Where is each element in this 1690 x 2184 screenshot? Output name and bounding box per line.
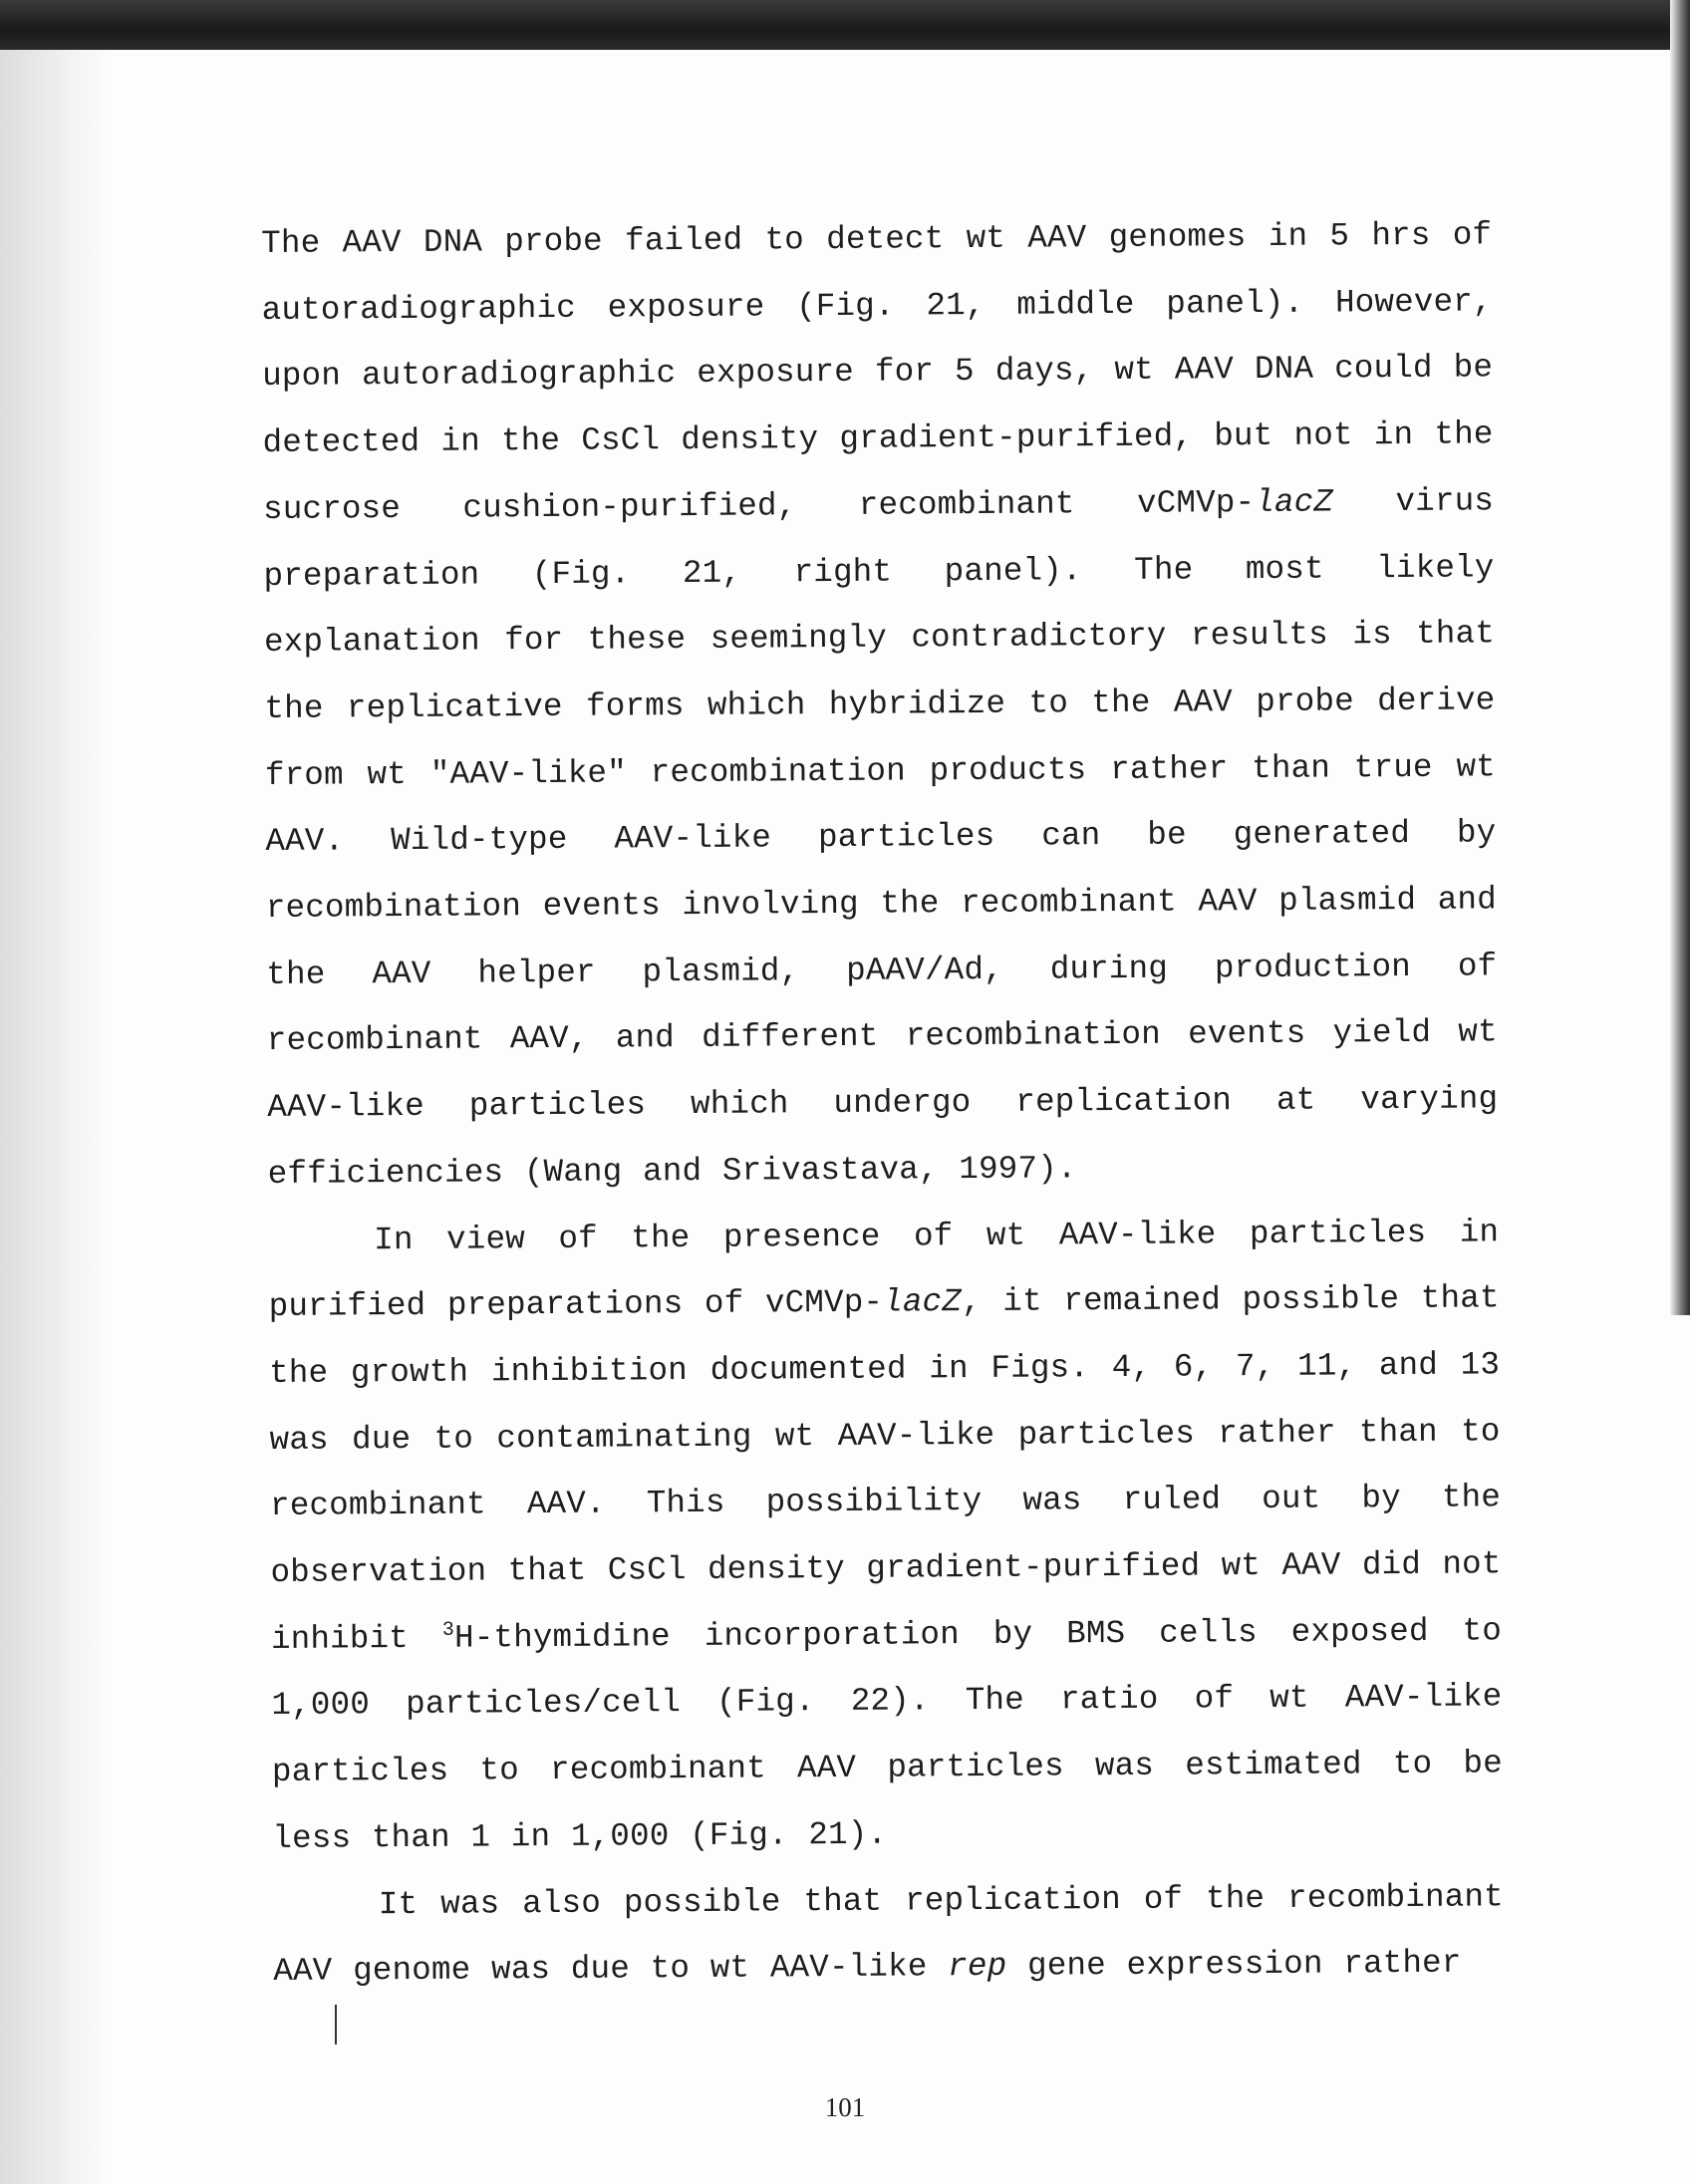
- text-run: gene expression rather: [1006, 1944, 1462, 1986]
- superscript: 3: [441, 1618, 455, 1642]
- book-gutter-shadow: [0, 50, 110, 2184]
- body-text: [261, 202, 1505, 2006]
- italic-term: rep: [948, 1948, 1007, 1986]
- margin-mark: [335, 2005, 337, 2045]
- text-run: In view of the presence of wt AAV-like particles in purified preparations of vCMVp-: [268, 1213, 1500, 1326]
- text-run: H-thymidine incorporation by BMS cells exposed to 1,000 particles/cell (Fig. 22). The ratio of wt AAV-like particles to recombinant AAV particles was estimated to be less than 1 in 1,000 (Fig. 21).: [271, 1612, 1504, 1857]
- text-run: , it remained possible that the growth inhibition documented in Figs. 4, 6, 7, 11, and 13 was due to contaminating wt AAV-like particles rather than to recombinant AAV. This possibility was ruled out by the observation that CsCl density gradient-purified wt AAV did not inhibit: [269, 1279, 1502, 1658]
- scanner-top-edge: [0, 0, 1690, 50]
- italic-term: lacZ: [883, 1283, 963, 1321]
- scanner-right-edge: [1670, 0, 1690, 1315]
- text-run: virus preparation (Fig. 21, right panel). The most likely explanation for these seemingly contradictory results is that the replicative forms which hybridize to the AAV probe derive from wt "AAV-like" recombination products rather than true wt AAV. Wild-type AAV-like particles can be generated by recombination events involving the recombinant AAV plasmid and the AAV helper plasmid, pAAV/Ad, during production of recombinant AAV, and different recombination events yield wt AAV-like particles which undergo replication at varying efficiencies (Wang and Srivastava, 1997).: [263, 482, 1499, 1193]
- paragraph-1: [261, 202, 1499, 1208]
- page-number: 101: [824, 2092, 866, 2122]
- text-run: The AAV DNA probe failed to detect wt AAV genomes in 5 hrs of autoradiographic exposure (Fig. 21, middle panel). However, upon autoradiographic exposure for 5 days, wt AAV DNA could be detected in the CsCl density gradient-purified, but not in the sucrose cushion-purified, recombinant vCMVp-: [261, 216, 1494, 528]
- text-run: It was also possible that replication of the recombinant AAV genome was due to wt AAV-like: [273, 1877, 1504, 1991]
- paragraph-2: [268, 1200, 1504, 1873]
- paragraph-3: [273, 1864, 1505, 2006]
- italic-term: lacZ: [1255, 483, 1334, 521]
